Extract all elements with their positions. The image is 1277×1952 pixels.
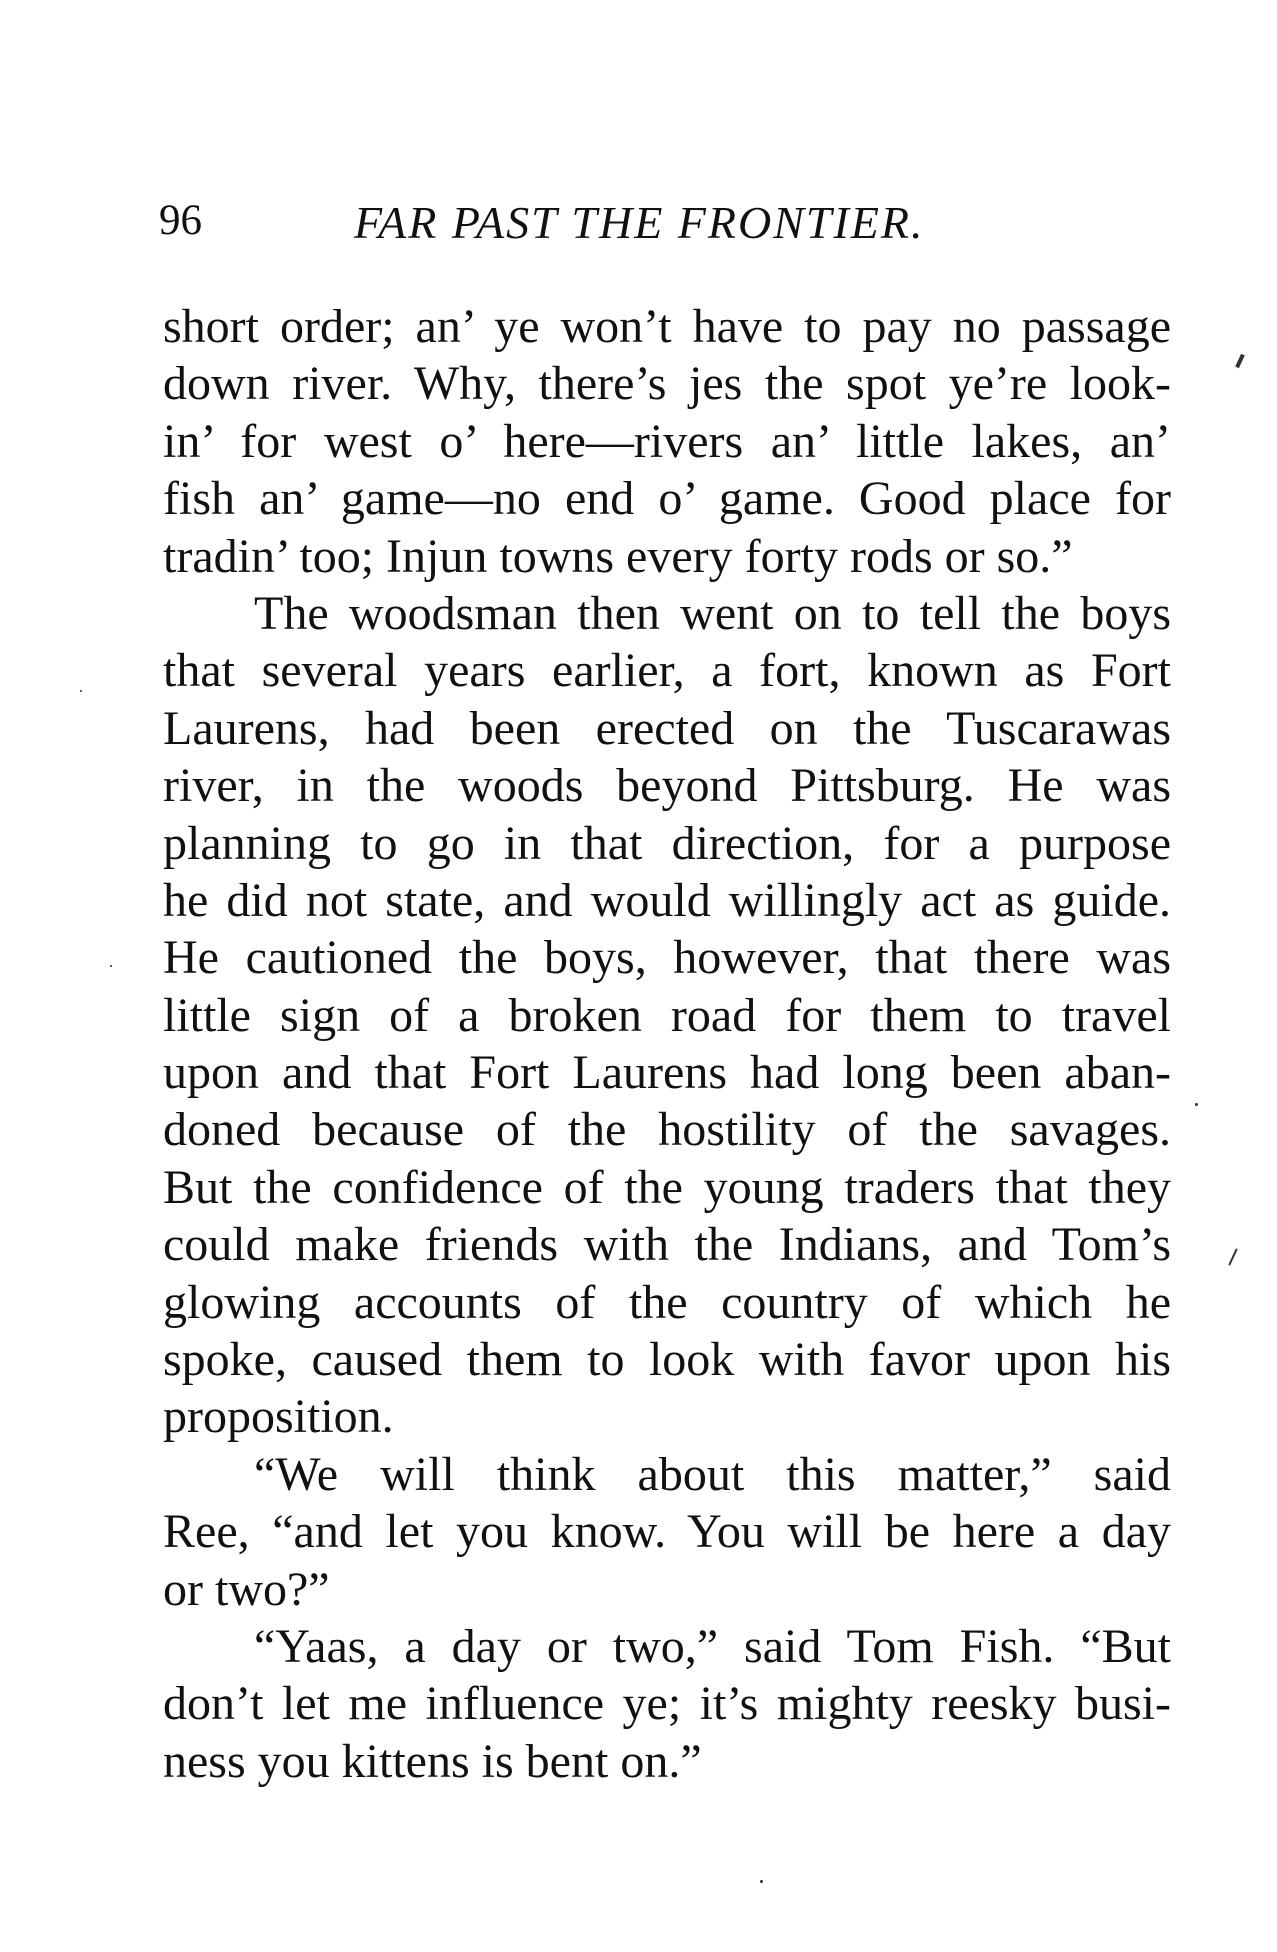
text-line: could make friends with the Indians, and Tom’s [163, 1218, 1171, 1272]
text-line: fish an’ game—no end o’ game. Good place for [163, 472, 1171, 526]
text-line: “Yaas, a day or two,” said Tom Fish. “But [254, 1619, 1171, 1673]
text-line: The woodsman then went on to tell the boys [254, 586, 1171, 640]
text-line: proposition. [163, 1390, 394, 1444]
margin-mark [1235, 354, 1245, 368]
text-line: little sign of a broken road for them to travel [163, 988, 1171, 1042]
text-line: he did not state, and would willingly act as guide. [163, 873, 1171, 927]
text-line: doned because of the hostility of the savages. [163, 1103, 1171, 1157]
text-line: planning to go in that direction, for a purpose [163, 816, 1171, 870]
text-line: in’ for west o’ here—rivers an’ little lakes, an’ [163, 414, 1171, 468]
text-line: down river. Why, there’s jes the spot ye’re look- [163, 357, 1171, 411]
running-title: FAR PAST THE FRONTIER. [354, 197, 925, 248]
text-line: But the confidence of the young traders that they [163, 1160, 1171, 1214]
page-header [159, 196, 1209, 256]
scan-dot [1195, 1103, 1198, 1106]
scan-dot [760, 1880, 763, 1883]
text-line: Ree, “and let you know. You will be here a day [163, 1505, 1171, 1559]
text-line: glowing accounts of the country of which he [163, 1275, 1171, 1329]
margin-mark [1228, 1248, 1237, 1265]
text-line: tradin’ too; Injun towns every forty rods or so.” [163, 529, 1073, 583]
scan-dot [80, 690, 82, 692]
text-line: spoke, caused them to look with favor upon his [163, 1333, 1171, 1387]
text-line: river, in the woods beyond Pittsburg. He was [163, 759, 1171, 813]
text-line: don’t let me influence ye; it’s mighty reesky busi- [163, 1677, 1171, 1731]
text-line: that several years earlier, a fort, known as Fort [163, 644, 1171, 698]
text-line: upon and that Fort Laurens had long been aban- [163, 1046, 1171, 1100]
scan-dot [110, 965, 112, 967]
page-number: 96 [159, 197, 202, 244]
body-text [163, 298, 1171, 1790]
text-line: or two?” [163, 1562, 330, 1616]
text-line: “We will think about this matter,” said [254, 1447, 1171, 1501]
text-line: ness you kittens is bent on.” [163, 1734, 702, 1788]
text-line: He cautioned the boys, however, that there was [163, 931, 1171, 985]
text-line: Laurens, had been erected on the Tuscarawas [163, 701, 1171, 755]
text-line: short order; an’ ye won’t have to pay no passage [163, 300, 1171, 353]
